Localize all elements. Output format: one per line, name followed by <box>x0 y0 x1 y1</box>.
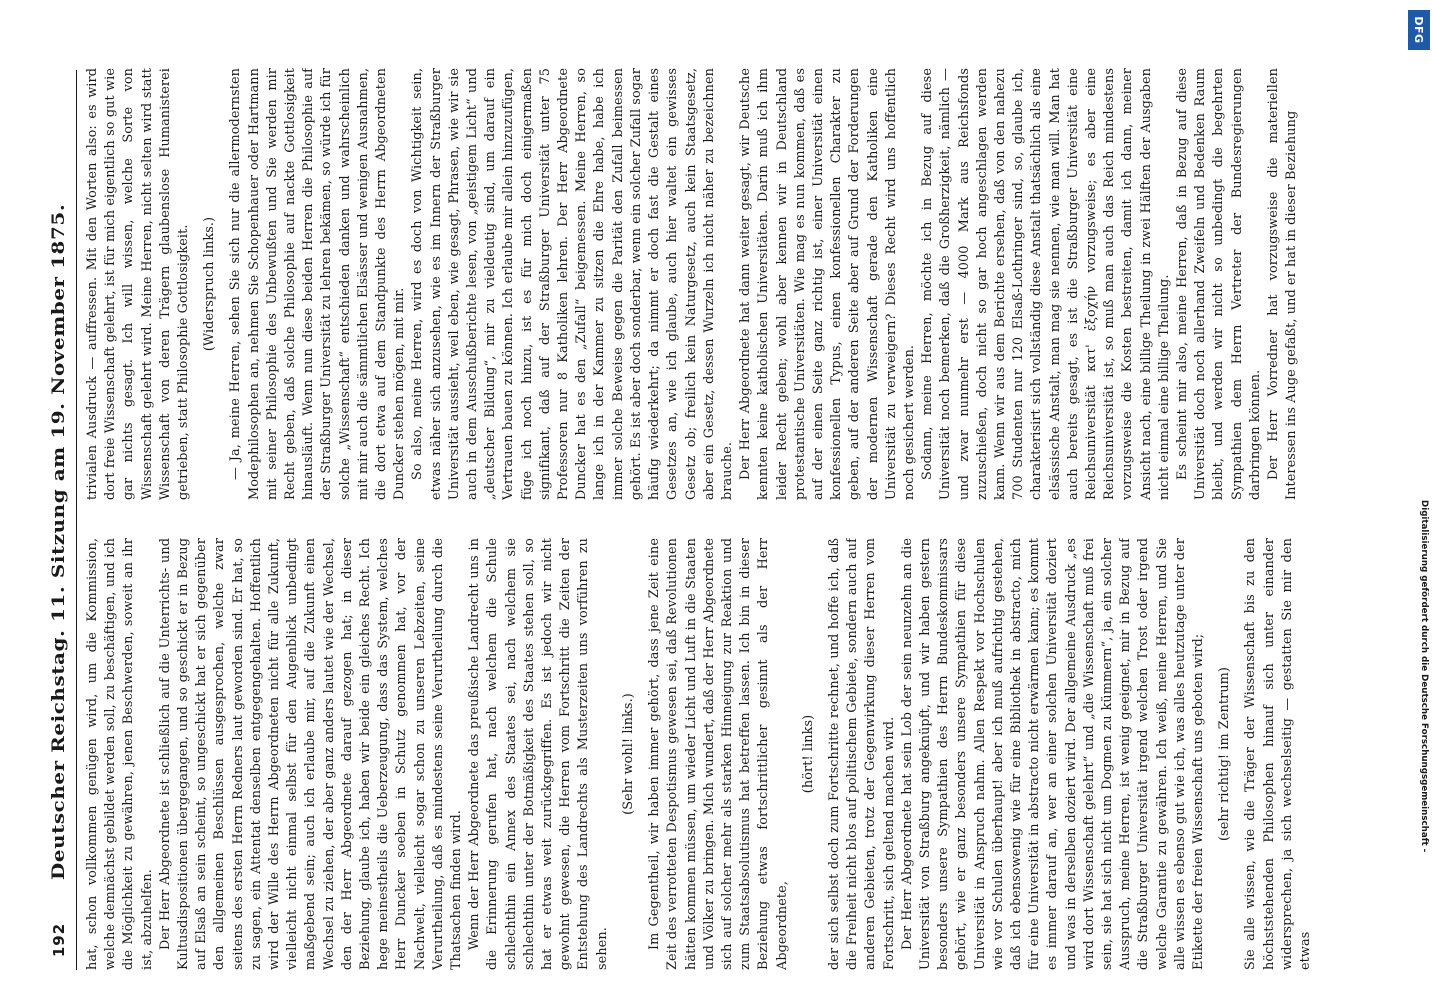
page-header <box>44 70 74 970</box>
dfg-logo <box>1408 10 1430 50</box>
paragraph: So also, meine Herren, wird es doch von Wichtigkeit sein, etwas näher sich anzusehen, wie es im Innern der Straßburger Universität aussieht, weil eben, wie gesagt, Phrasen, wie wir sie auch in dem Ausschußberichte lesen, von „geistigem Licht“ und „deutscher Bildung“, mir zu vieldeutig sind, um darauf ein Vertrauen bauen zu können. Ich erlaube mir allein hinzuzufügen, füge ich noch hinzu, ist es für mich doch einigermaßen signifikant, daß auf der Straßburger Universität unter 75 Professoren nur 8 Katholiken lehren. Der Herr Abgeordnete Duncker hat es den „Zufall“ beigemessen. Meine Herren, so lange ich in der Kammer zu sitzen die Ehre habe, habe ich immer solche Beweise gegen die Parität den Zufall beimessen gehört. Es ist aber doch sonderbar, wenn ein solcher Zufall sogar häufig wiederkehrt; da nimmt er doch fast die Gestalt eines Gesetzes an, wie ich glaube, auch hier waltet ein gewisses Gesetz ob; freilich kein Naturgesetz, auch kein Staatsgesetz, aber ein Gesetz, dessen Wurzeln ich nicht näher zu bezeichnen brauche. <box>410 68 735 500</box>
paragraph: Der Herr Abgeordnete ist schließlich auf die Unterrichts- und Kultusdispositionen übergegangen, und so geschickt er in Bezug auf Elsaß an sein scheint, so ungeschickt hat er sich gegenüber den allgemeinen Beschlüssen ausgesprochen, welche zwar seitens des ersten Herrn Redners laut geworden sind. Er hat, so zu sagen, ein Attentat denselben entgegengehalten. Hoffentlich wird der Wille des Herrn Abgeordneten nicht für alle Zukunft, vielleicht nicht einmal selbst für den Augenblick unbedingt maßgebend sein; auch ich erlaube mir, auf die Zukunft einen Wechsel zu ziehen, der aber ganz anders lautet wie der Wechsel, den der Herr Abgeordnete darauf gezogen hat; in dieser Beziehung, glaube ich, haben wir beide ein gleiches Recht. Ich hege meinestheils die Ueberzeugung, dass das System, welches Herr Duncker soeben in Schutz genommen hat, vor der Nachwelt, vielleicht sogar schon zu unseren Lebzeiten, seine Verurtheilung, daß es mindestens seine Verurtheilung durch die Thatsachen finden wird. <box>157 538 465 970</box>
paragraph: Wenn der Herr Abgeordnete das preußische Landrecht uns in die Erinnerung gerufen hat, nach welchem die Schule schlechthin ein Annex des Staates sei, nach welchem sie schlechthin unter der Botmäßigkeit des Staates stehen soll, so hat er etwas weit zurückgegriffen. Es ist jedoch wir nicht gewohnt gewesen, die Herren vom Fortschritt die Zeiten der Entstehung des Landrechts als Musterzeiten uns vorführen zu sehen. <box>467 538 610 970</box>
document-page <box>40 45 1400 985</box>
left-column <box>84 538 1384 970</box>
watermark-text: Digitalisierung gefördert durch die Deutsche Forschungsgemeinschaft - <box>1419 500 1429 853</box>
paragraph: Es scheint mir also, meine Herren, daß in Bezug auf diese Universität doch noch allerhand Zweifeln und Bedenken Raum bleibt, und werden wir nicht so unbedingt die begehrten Sympathien dem Herrn Vertreter der Bundesregierungen darbringen können. <box>1174 68 1263 500</box>
interjection: (sehr richtig! im Zentrum) <box>1217 666 1233 842</box>
paragraph: — Ja, meine Herren, sehen Sie sich nur die allermodernsten Modephilosophen an, nehmen Sie Schopenhauer oder Hartmann mit seiner Philosophie des Unbewußten und Sie werden mir Recht geben, daß solche Philosophie auf nackte Gottlosigkeit hinausläuft. Wenn nun diese beiden Herren die Philosophie auf der Straßburger Universität zu lehren bekämen, so würde ich für solche „Wissenschaft“ entschieden danken und wahrscheinlich mit mir auch die sämmtlichen Elsässer und wenigen Ausnahmen, die dort etwa auf dem Standpunkte des Herrn Abgeordneten Duncker stehen mögen, mit mir. <box>228 68 408 500</box>
digitization-watermark <box>1407 500 1432 1000</box>
paragraph: Sie alle wissen, wie die Träger der Wissenschaft bis zu den höchststehenden Philosophen hinauf sich unter einander widersprechen, ja sich wechselseitig — gestatten Sie mir den etwas <box>1243 538 1313 970</box>
paragraph: hat, schon vollkommen genügen wird, um die Kommission, welche demnächst gebildet werden soll, zu beschäftigen, und ich die Möglichkeit zu gewähren, jenen Beschwerden, soweit an ihr ist, abzuhelfen. <box>85 538 155 970</box>
right-column <box>84 68 1384 500</box>
dfg-logo-text: DFG <box>1408 10 1430 50</box>
running-head: Deutscher Reichstag. 11. Sitzung am 19. November 1875. <box>49 203 69 880</box>
paragraph: der sich selbst doch zum Fortschritte rechnet, und hoffe ich, daß die Freiheit nicht blos auf politischem Gebiete, sondern auch auf anderen Gebieten, trotz der Gegenwirkung dieser Herren vom Fortschritt, sich geltend machen wird. <box>826 538 897 970</box>
interjection: (Widerspruch links.) <box>202 216 218 352</box>
paragraph: Sodann, meine Herren, möchte ich in Bezug auf diese Universität noch bemerken, daß die Großherzigkeit, nämlich — und zwar nunmehr erst — 4000 Mark aus Reichsfonds zuzuschießen, doch nicht so gar hoch angeschlagen werden kann. Wenn wir aus dem Berichte ersehen, daß von den nahezu 700 Studenten nur 120 Elsaß-Lothringer sind, so, glaube ich, charakterisirt sich vollständig diese Anstalt thatsächlich als eine elsässische Anstalt, man mag sie nennen, wie man will. Man hat auch bereits gesagt, es ist die Straßburger Universität eine Reichsuniversität κατ' ἐξοχήν vorzugsweise; es aber eine Reichsuniversität ist, so muß man auch das Reich mindestens vorzugsweise die Kosten bestreiten, damit ich dann, meiner Ansicht nach, eine billige Theilung in zwei Hälften der Ausgaben nicht einmal eine billige Theilung. <box>920 68 1172 500</box>
interjection: (hört! links) <box>800 714 816 794</box>
page-number: 192 <box>50 922 68 958</box>
paragraph: Der Herr Abgeordnete hat sein Lob der sein neunzehn an die Universität von Straßburg angeknüpft, und wir haben gestern besonders unsere Sympathien des Herrn Bundeskommissars gehört, wie er ganz besonders unsere Sympathien für diese Universität in Anspruch nahm. Allen Respekt vor Hochschulen wie vor Schulen überhaupt! aber ich muß aufrichtig gestehen, daß ich ebensowenig wie für eine Bibliothek in abstracto, mich für eine Universität in abstracto nicht erwärmen kann; es kommt es immer darauf an, wer an einer solchen Universität doziert und was in derselben doziert wird. Der allgemeine Ausdruck „es wird dort Wissenschaft gelehrt“ und „die Wissenschaft muß frei sein, sie hat sich nicht um Dogmen zu kümmern“, ja, ein solcher Ausspruch, meine Herren, ist wenig geeignet, mir in Bezug auf die Straßburger Universität irgend welchen Trost oder irgend welche Garantie zu gewähren. Ich weiß, meine Herren, und Sie alle wissen es ebenso gut wie ich, was alles heutzutage unter der Etikette der freien Wissenschaft uns geboten wird; <box>899 538 1206 970</box>
header-rule <box>76 70 77 970</box>
paragraph: trivialen Ausdruck — auffressen. Mit den Worten also: es wird dort freie Wissenschaft gelehrt, ist für mich eigentlich so gut wie gar nichts gesagt. Ich will wissen, welche Sorte von Wissenschaft gelehrt wird. Meine Herren, nicht selten wird statt Wissenschaft von deren Trägern glaubenslose Humanisterei getrieben, statt Philosophie Gottlosigkeit. <box>85 68 192 500</box>
paragraph: Der Herr Abgeordnete hat dann weiter gesagt, wir Deutsche kennten keine katholischen Universitäten. Darin muß ich ihm leider Recht geben; wohl aber kennen wir in Deutschland protestantische Universitäten. Wie mag es nun kommen, daß es auf der einen Seite ganz richtig ist, einer Universität einen konfessionellen Typus, einen konfessionellen Charakter zu geben, auf der anderen Seite aber auf Grund der Forderungen der modernen Wissenschaft gerade den Katholiken eine Universität zu verweigern? Dieses Recht wird uns hoffentlich noch gesichert werden. <box>738 68 917 500</box>
paragraph: Im Gegentheil, wir haben immer gehört, dass jene Zeit eine Zeit des verrotteten Despotismus gewesen sei, daß Revolutionen hätten kommen müssen, um wieder Licht und Luft in die Staaten und Völker zu bringen. Mich wundert, daß der Herr Abgeordnete sich auf solcher mehr als starken Hinneigung zur Reaktion und zum Staatsabsolutismus hat betreffen lassen. Ich bin in dieser Beziehung etwas fortschrittlicher gesinnt als der Herr Abgeordnete, <box>647 538 790 970</box>
interjection: (Sehr wohl! links.) <box>620 693 636 815</box>
paragraph: Der Herr Vorredner hat vorzugsweise die materiellen Interessen ins Auge gefaßt, und er hat in dieser Beziehung <box>1266 68 1300 500</box>
